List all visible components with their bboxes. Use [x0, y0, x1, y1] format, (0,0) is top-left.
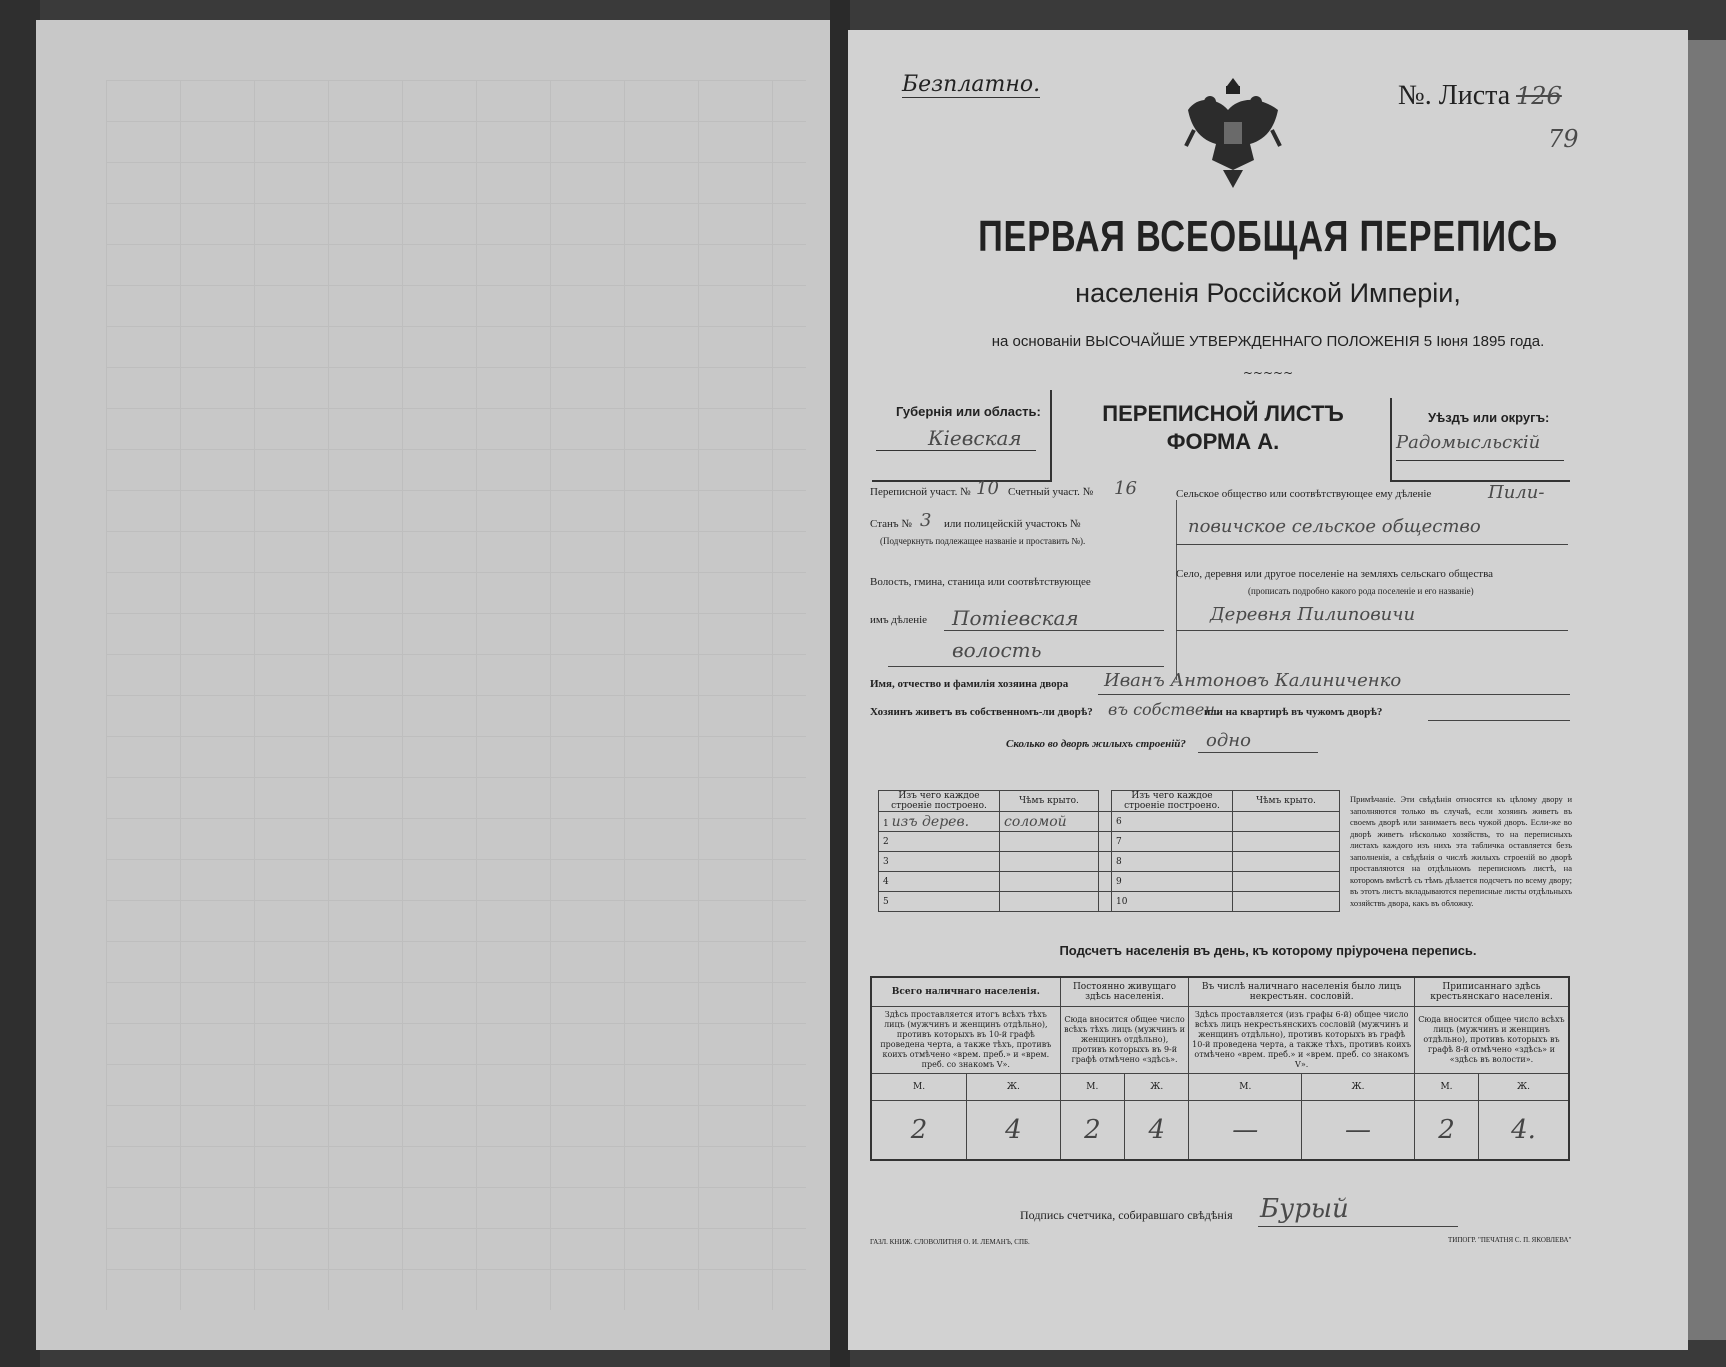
m-label: М. [1189, 1074, 1302, 1101]
signature-value: Бурый [1260, 1194, 1349, 1224]
volost-label-1: Волость, гмина, станица или соотвѣтствующее [870, 576, 1091, 588]
pop-col-title-2: Постоянно живущаго здѣсь населенія. [1060, 977, 1189, 1007]
column-divider [1176, 500, 1177, 680]
col-material: Изъ чего каждое строеніе построено. [879, 791, 1000, 812]
book-spine [830, 0, 850, 1367]
census-section-label: Переписной участ. № [870, 486, 971, 498]
note-text: Примѣчаніе. Эти свѣдѣнія относятся къ цѣлому двору и заполняются только въ случаѣ, если хозяинъ живетъ въ своемъ дворѣ или занимаетъ весь чужой дворъ. Если-же во дворѣ живетъ нѣсколько хозяйствъ, то на переписныхъ листахъ каждого изъ нихъ эта табличка оставляется безъ заполненія, а свѣдѣнія о числѣ жилыхъ строеній во дворѣ проставляются на отдѣльномъ переписномъ листѣ, на которомъ вмѣстѣ съ тѣмъ дѣлается подсчетъ по всему двору; въ этотъ листъ вкладываются переписные листы отдѣльныхъ хозяйствъ двора, какъ въ обложку. [1350, 794, 1572, 908]
gubernia-line [876, 450, 1036, 451]
table-row: 2 7 [879, 832, 1340, 852]
m-label: М. [871, 1074, 967, 1101]
form-title: ПЕРВАЯ ВСЕОБЩАЯ ПЕРЕПИСЬ [978, 212, 1558, 261]
volost-label-2: имъ дѣленіе [870, 614, 928, 626]
village-value: Деревня Пилиповичи [1210, 604, 1416, 625]
census-form-page [848, 30, 1688, 1350]
society-value-1: Пили- [1488, 482, 1545, 503]
m-label: М. [1060, 1074, 1124, 1101]
f-label: Ж. [1125, 1074, 1189, 1101]
society-value-2: повичское сельское общество [1188, 516, 1481, 537]
apartment-label: или на квартирѣ въ чужомъ дворѣ? [1204, 706, 1383, 718]
nonpeasant-female: — [1302, 1101, 1415, 1161]
table-row: 5 10 [879, 892, 1340, 912]
legal-basis: на основаніи ВЫСОЧАЙШЕ УТВЕРЖДЕННАГО ПОЛОЖЕНІЯ 5 Іюня 1895 года. [991, 333, 1545, 350]
pop-col-desc-3: Здѣсь проставляется (изъ графы 6-й) общее число всѣхъ лицъ некрестьянскихъ сословій (мужчинъ и женщинъ отдѣльно), противъ которыхъ въ графѣ 10-й проведена черта, а также тѣхъ, противъ коихъ отмѣчено «врем. преб.» и «врем. преб. со знакомъ V». [1189, 1007, 1414, 1074]
sheet-number-value: 126 [1516, 82, 1562, 110]
form-line-2: ФОРМА А. [1166, 429, 1280, 454]
buildings-label: Сколько во дворѣ жилыхъ строеній? [1006, 738, 1186, 750]
pop-col-title-4: Приписаннаго здѣсь крестьянскаго населенія. [1414, 977, 1569, 1007]
village-line [1176, 630, 1568, 631]
count-section-label: Счетный участ. № [1008, 486, 1094, 498]
free-label: Безплатно. [902, 72, 1041, 97]
left-shadow [0, 0, 40, 1367]
volost-line-2 [888, 666, 1164, 667]
census-section-value: 10 [976, 478, 999, 499]
pop-col-desc-4: Сюда вносится общее число всѣхъ лицъ (мужчинъ и женщинъ отдѣльно), противъ которыхъ въ графѣ 8-й отмѣчено «здѣсь» и «здѣсь въ волости». [1414, 1007, 1569, 1074]
f-label: Ж. [1479, 1074, 1569, 1101]
society-label: Сельское общество или соотвѣтствующее ему дѣленіе [1176, 488, 1432, 500]
form-subtitle: населенія Россійской Имперіи, [1075, 278, 1461, 308]
uezd-value: Радомысльскій [1396, 432, 1541, 453]
peasant-female: 4. [1479, 1101, 1569, 1161]
m-label: М. [1414, 1074, 1478, 1101]
sheet-number-alt: 79 [1548, 125, 1579, 153]
f-label: Ж. [1302, 1074, 1415, 1101]
printer-imprint-left: ГАЗЛ. КНИЖ. СЛОВОЛИТНЯ О. И. ЛЕМАНЪ, СПБ. [870, 1238, 1030, 1246]
resident-female: 4 [1125, 1101, 1189, 1161]
left-page [36, 20, 837, 1350]
table-row: 4 9 [879, 872, 1340, 892]
volost-line-1 [944, 630, 1164, 631]
faded-table-grid [106, 80, 806, 1310]
lives-label: Хозяинъ живетъ въ собственномъ-ли дворѣ? [870, 706, 1093, 718]
stan-value: 3 [920, 510, 932, 531]
printer-imprint-right: ТИПОГР. "ПЕЧАТНЯ С. П. ЯКОВЛЕВА" [1448, 1236, 1572, 1244]
uezd-label: Уѣздъ или округъ: [1428, 410, 1550, 425]
uezd-line [1396, 460, 1564, 461]
table-row: 3 8 [879, 852, 1340, 872]
page-stack-edge [1688, 40, 1726, 1340]
stan-label: Станъ № [870, 518, 912, 530]
population-table [870, 976, 1570, 1161]
ornament-divider: ~~~~~ [1242, 366, 1294, 380]
volost-value-2: волость [952, 638, 1042, 662]
village-note: (прописать подробно какого рода поселеніе и его названіе) [1248, 586, 1474, 596]
underline-note: (Подчеркнуть подлежащее названіе и проставить №). [880, 536, 1086, 546]
village-label: Село, деревня или другое поселеніе на земляхъ сельскаго общества [1176, 568, 1494, 580]
buildings-value: одно [1206, 730, 1251, 751]
pop-col-desc-1: Здѣсь проставляется итогъ всѣхъ тѣхъ лицъ (мужчинъ и женщинъ отдѣльно), противъ которыхъ въ 10-й графѣ проведена черта, а также тѣхъ, противъ коихъ отмѣчено «врем. преб.» и «врем. преб. со знакомъ V». [871, 1007, 1060, 1074]
lives-value: въ собствен. [1108, 700, 1220, 719]
sheet-number-label: №. Листа [1398, 80, 1511, 111]
nonpeasant-male: — [1189, 1101, 1302, 1161]
col-material-2: Изъ чего каждое строеніе построено. [1112, 791, 1233, 812]
buildings-table [878, 790, 1340, 912]
count-section-value: 16 [1114, 478, 1137, 499]
col-roof: Чѣмъ крыто. [1000, 791, 1099, 812]
f-label: Ж. [967, 1074, 1061, 1101]
population-heading: Подсчетъ населенія въ день, къ которому пріурочена перепись. [1059, 943, 1477, 958]
resident-male: 2 [1060, 1101, 1124, 1161]
col-roof-2: Чѣмъ крыто. [1233, 791, 1340, 812]
police-label: или полицейскій участокъ № [944, 518, 1081, 530]
society-line [1176, 544, 1568, 545]
form-line-1: ПЕРЕПИСНОЙ ЛИСТЪ [1102, 401, 1344, 426]
owner-line [1098, 694, 1570, 695]
gubernia-label: Губернія или область: [896, 404, 1041, 419]
total-female: 4 [967, 1101, 1061, 1161]
material-value: изъ дерев. [891, 813, 970, 830]
signature-label: Подпись счетчика, собиравшаго свѣдѣнія [1020, 1208, 1233, 1222]
peasant-male: 2 [1414, 1101, 1478, 1161]
apartment-line [1428, 720, 1570, 721]
buildings-line [1198, 752, 1318, 753]
pop-col-title-1: Всего наличнаго населенія. [871, 977, 1060, 1007]
form-type-title [1058, 400, 1388, 456]
pop-col-title-3: Въ числѣ наличнаго населенія было лицъ некрестьян. сословій. [1189, 977, 1414, 1007]
roof-value: соломой [1000, 812, 1099, 832]
table-row: 1 изъ дерев. соломой 6 [879, 812, 1340, 832]
pop-col-desc-2: Сюда вносится общее число всѣхъ тѣхъ лицъ (мужчинъ и женщинъ отдѣльно), противъ которыхъ въ 9-й графѣ отмѣчено «здѣсь». [1060, 1007, 1189, 1074]
owner-value: Иванъ Антоновъ Калиниченко [1104, 670, 1402, 691]
signature-line [1258, 1226, 1458, 1227]
total-male: 2 [871, 1101, 967, 1161]
gubernia-value: Кіевская [928, 426, 1022, 450]
volost-value-1: Потіевская [952, 606, 1079, 630]
owner-label: Имя, отчество и фамилія хозяина двора [870, 678, 1069, 690]
double-headed-eagle-emblem [1178, 70, 1288, 195]
